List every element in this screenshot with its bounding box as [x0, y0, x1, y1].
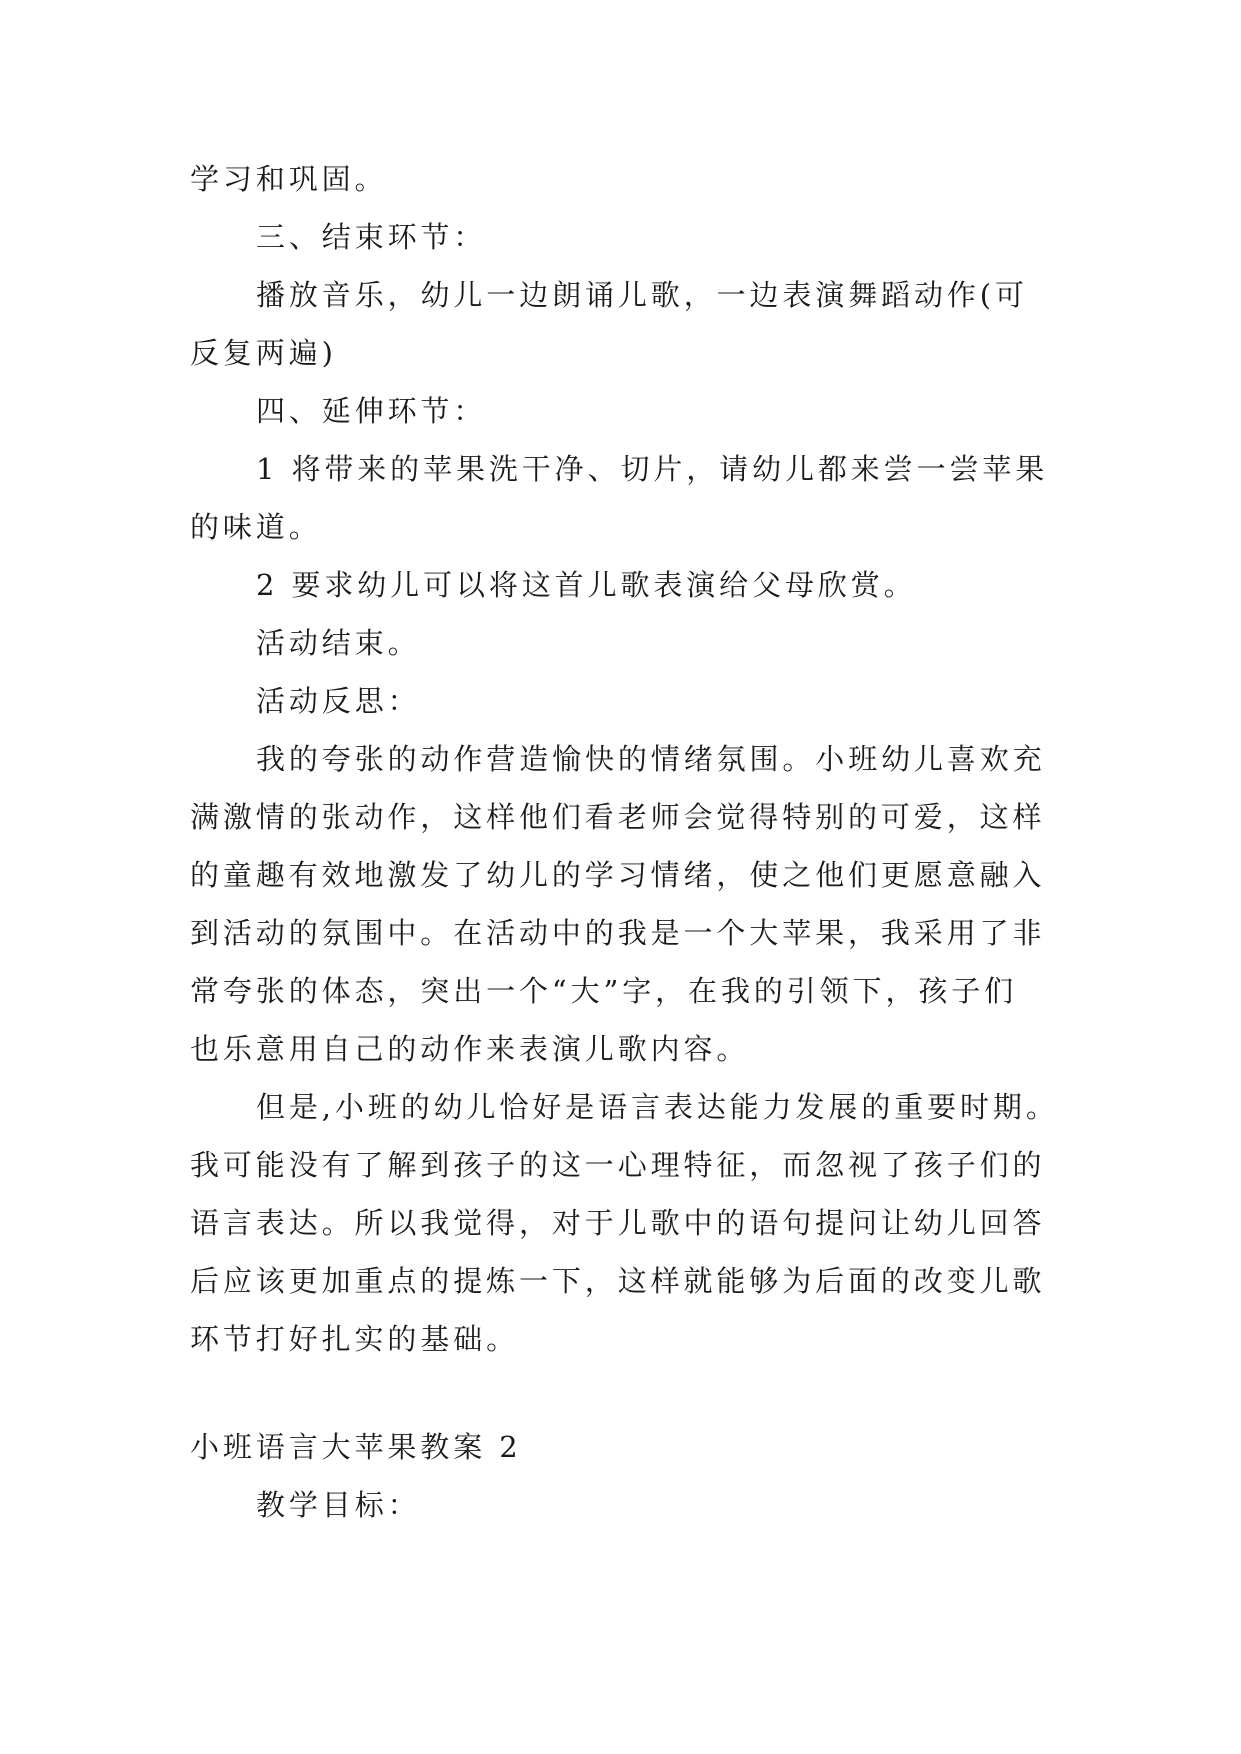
text-line: 环节打好扎实的基础。	[190, 1322, 520, 1356]
text-line: 后应该更加重点的提炼一下，这样就能够为后面的改变儿歌	[190, 1264, 1046, 1298]
text-line: 的味道。	[190, 510, 322, 544]
text-line: 也乐意用自己的动作来表演儿歌内容。	[190, 1032, 750, 1066]
text-line: 三、结束环节：	[256, 220, 487, 254]
text-line: 1 将带来的苹果洗干净、切片，请幼儿都来尝一尝苹果	[256, 452, 1049, 486]
text-line: 教学目标：	[256, 1488, 421, 1522]
section-gap	[190, 1368, 1056, 1418]
text-line: 我的夸张的动作营造愉快的情绪氛围。小班幼儿喜欢充	[256, 742, 1046, 776]
text-line: 反复两遍)	[190, 336, 337, 370]
text-line: 但是,小班的幼儿恰好是语言表达能力发展的重要时期。	[256, 1090, 1059, 1124]
text-line: 活动结束。	[256, 626, 421, 660]
text-line: 到活动的氛围中。在活动中的我是一个大苹果，我采用了非	[190, 916, 1046, 950]
document-body	[190, 150, 1059, 1368]
text-line: 满激情的张动作，这样他们看老师会觉得特别的可爱，这样	[190, 800, 1046, 834]
text-line: 播放音乐，幼儿一边朗诵儿歌，一边表演舞蹈动作(可	[256, 278, 1028, 312]
section-body	[190, 1476, 1056, 1534]
text-line: 活动反思：	[256, 684, 421, 718]
text-line: 语言表达。所以我觉得，对于儿歌中的语句提问让幼儿回答	[190, 1206, 1046, 1240]
text-line: 四、延伸环节：	[256, 394, 487, 428]
text-line: 我可能没有了解到孩子的这一心理特征，而忽视了孩子们的	[190, 1148, 1046, 1182]
document-page	[190, 150, 1059, 1534]
text-line: 的童趣有效地激发了幼儿的学习情绪，使之他们更愿意融入	[190, 858, 1046, 892]
text-line: 2 要求幼儿可以将这首儿歌表演给父母欣赏。	[256, 568, 917, 602]
section-title: 小班语言大苹果教案 2	[190, 1430, 522, 1464]
text-line: 常夸张的体态，突出一个“大”字，在我的引领下，孩子们	[190, 974, 1018, 1008]
text-line: 学习和巩固。	[190, 162, 388, 196]
